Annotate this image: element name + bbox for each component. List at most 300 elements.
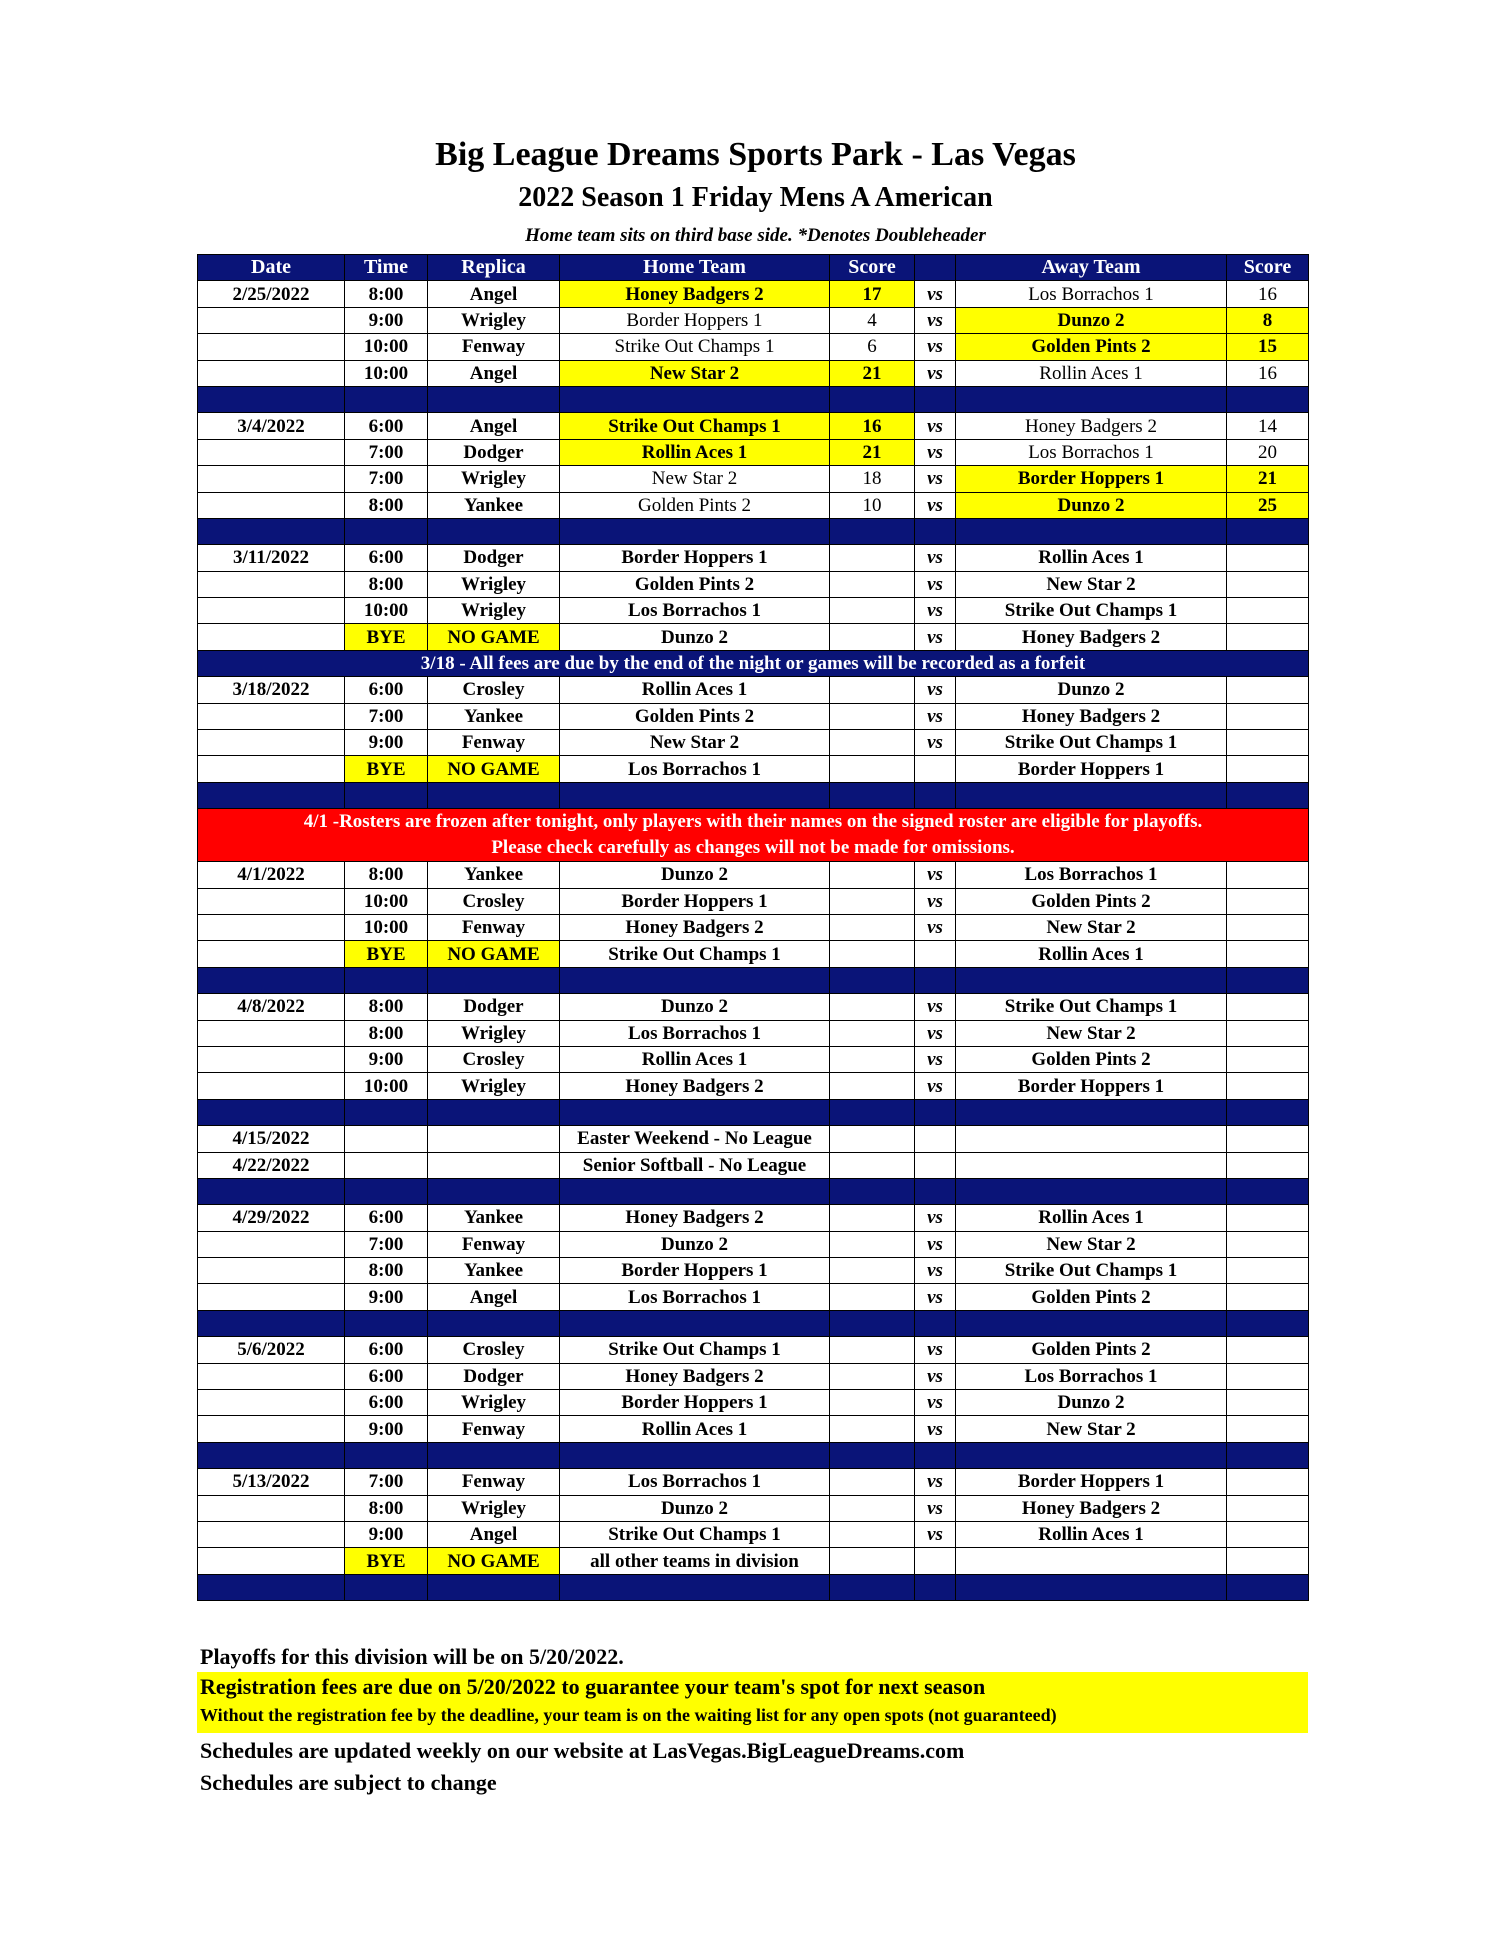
away-team-cell: Rollin Aces 1 bbox=[956, 545, 1227, 571]
away-score-cell: 20 bbox=[1227, 439, 1309, 465]
separator-cell bbox=[198, 1310, 345, 1336]
separator-cell bbox=[1227, 967, 1309, 993]
replica-cell: Wrigley bbox=[428, 598, 560, 624]
separator-cell bbox=[345, 1574, 428, 1600]
away-team-cell: Los Borrachos 1 bbox=[956, 1363, 1227, 1389]
date-cell bbox=[198, 914, 345, 940]
away-score-cell bbox=[1227, 1126, 1309, 1152]
separator-cell bbox=[915, 1099, 956, 1125]
separator-cell bbox=[428, 1574, 560, 1600]
away-team-cell bbox=[956, 1152, 1227, 1178]
home-team-cell: Dunzo 2 bbox=[560, 994, 830, 1020]
time-cell: 7:00 bbox=[345, 466, 428, 492]
replica-cell: NO GAME bbox=[428, 624, 560, 650]
home-team-cell: Rollin Aces 1 bbox=[560, 1416, 830, 1442]
away-team-cell: Dunzo 2 bbox=[956, 1390, 1227, 1416]
away-team-cell: Border Hoppers 1 bbox=[956, 466, 1227, 492]
home-team-cell: Honey Badgers 2 bbox=[560, 281, 830, 307]
time-cell: 10:00 bbox=[345, 1073, 428, 1099]
waiting-list-note: Without the registration fee by the deadline, your team is on the waiting list for any open spots (not guaranteed) bbox=[200, 1705, 1057, 1725]
home-score-cell bbox=[830, 1231, 915, 1257]
away-team-cell: New Star 2 bbox=[956, 571, 1227, 597]
home-score-cell bbox=[830, 1020, 915, 1046]
time-cell: BYE bbox=[345, 756, 428, 782]
replica-cell: NO GAME bbox=[428, 1548, 560, 1574]
home-team-cell: Strike Out Champs 1 bbox=[560, 413, 830, 439]
date-cell bbox=[198, 439, 345, 465]
vs-cell: vs bbox=[915, 914, 956, 940]
home-team-cell: Easter Weekend - No League bbox=[560, 1126, 830, 1152]
away-score-cell bbox=[1227, 1020, 1309, 1046]
home-score-cell: 10 bbox=[830, 492, 915, 518]
vs-cell bbox=[915, 756, 956, 782]
date-cell bbox=[198, 1521, 345, 1547]
time-cell: 8:00 bbox=[345, 1020, 428, 1046]
home-score-cell bbox=[830, 1073, 915, 1099]
col-header-away-team: Away Team bbox=[956, 255, 1227, 281]
away-team-cell: Rollin Aces 1 bbox=[956, 1205, 1227, 1231]
vs-cell: vs bbox=[915, 1258, 956, 1284]
away-team-cell: Golden Pints 2 bbox=[956, 1046, 1227, 1072]
schedule-table bbox=[197, 254, 1309, 1601]
separator-cell bbox=[428, 1310, 560, 1336]
home-score-cell bbox=[830, 1258, 915, 1284]
away-score-cell bbox=[1227, 888, 1309, 914]
vs-cell bbox=[915, 941, 956, 967]
separator-cell bbox=[915, 1442, 956, 1468]
vs-cell: vs bbox=[915, 994, 956, 1020]
time-cell bbox=[345, 1126, 428, 1152]
separator-cell bbox=[956, 782, 1227, 808]
vs-cell bbox=[915, 1548, 956, 1574]
replica-cell: Crosley bbox=[428, 677, 560, 703]
time-cell: 6:00 bbox=[345, 545, 428, 571]
away-team-cell: Golden Pints 2 bbox=[956, 334, 1227, 360]
home-score-cell bbox=[830, 598, 915, 624]
separator-cell bbox=[198, 1178, 345, 1204]
vs-cell: vs bbox=[915, 1363, 956, 1389]
separator-cell bbox=[1227, 1310, 1309, 1336]
col-header-home-score: Score bbox=[830, 255, 915, 281]
replica-cell: NO GAME bbox=[428, 941, 560, 967]
replica-cell: Dodger bbox=[428, 994, 560, 1020]
date-cell bbox=[198, 1363, 345, 1389]
time-cell: 7:00 bbox=[345, 439, 428, 465]
vs-cell: vs bbox=[915, 1231, 956, 1257]
vs-cell: vs bbox=[915, 1521, 956, 1547]
separator-cell bbox=[198, 1442, 345, 1468]
time-cell: 7:00 bbox=[345, 703, 428, 729]
away-team-cell: New Star 2 bbox=[956, 1231, 1227, 1257]
game-row bbox=[198, 1337, 1309, 1363]
separator-cell bbox=[428, 1442, 560, 1468]
col-header-date: Date bbox=[198, 255, 345, 281]
replica-cell: Fenway bbox=[428, 730, 560, 756]
home-team-cell: Dunzo 2 bbox=[560, 862, 830, 888]
away-score-cell bbox=[1227, 994, 1309, 1020]
away-team-cell: Los Borrachos 1 bbox=[956, 281, 1227, 307]
game-row bbox=[198, 1416, 1309, 1442]
home-team-cell: Honey Badgers 2 bbox=[560, 1073, 830, 1099]
vs-cell: vs bbox=[915, 862, 956, 888]
separator-cell bbox=[1227, 1099, 1309, 1125]
home-team-cell: Rollin Aces 1 bbox=[560, 677, 830, 703]
time-cell: 10:00 bbox=[345, 888, 428, 914]
vs-cell: vs bbox=[915, 492, 956, 518]
separator-cell bbox=[345, 967, 428, 993]
game-row bbox=[198, 1046, 1309, 1072]
replica-cell: Wrigley bbox=[428, 1020, 560, 1046]
vs-cell bbox=[915, 1152, 956, 1178]
vs-cell: vs bbox=[915, 1337, 956, 1363]
time-cell: 9:00 bbox=[345, 307, 428, 333]
col-header-replica: Replica bbox=[428, 255, 560, 281]
date-cell bbox=[198, 1020, 345, 1046]
away-team-cell: Dunzo 2 bbox=[956, 677, 1227, 703]
replica-cell: NO GAME bbox=[428, 756, 560, 782]
away-score-cell: 25 bbox=[1227, 492, 1309, 518]
vs-cell: vs bbox=[915, 1073, 956, 1099]
header-note: Home team sits on third base side. *Denotes Doubleheader bbox=[525, 225, 986, 246]
vs-cell: vs bbox=[915, 703, 956, 729]
date-cell bbox=[198, 492, 345, 518]
game-row bbox=[198, 281, 1309, 307]
home-team-cell: Golden Pints 2 bbox=[560, 703, 830, 729]
home-team-cell: Border Hoppers 1 bbox=[560, 888, 830, 914]
separator-cell bbox=[956, 1310, 1227, 1336]
away-score-cell bbox=[1227, 571, 1309, 597]
replica-cell: Yankee bbox=[428, 1258, 560, 1284]
time-cell: BYE bbox=[345, 624, 428, 650]
away-score-cell bbox=[1227, 1231, 1309, 1257]
separator-cell bbox=[830, 1099, 915, 1125]
page-subtitle: 2022 Season 1 Friday Mens A American bbox=[518, 182, 993, 213]
home-score-cell bbox=[830, 1046, 915, 1072]
home-score-cell bbox=[830, 1390, 915, 1416]
away-team-cell: Honey Badgers 2 bbox=[956, 1495, 1227, 1521]
away-score-cell bbox=[1227, 1337, 1309, 1363]
separator-cell bbox=[915, 967, 956, 993]
home-score-cell bbox=[830, 1152, 915, 1178]
time-cell: 6:00 bbox=[345, 677, 428, 703]
game-row bbox=[198, 624, 1309, 650]
game-row bbox=[198, 598, 1309, 624]
separator-cell bbox=[198, 967, 345, 993]
home-score-cell bbox=[830, 1469, 915, 1495]
home-team-cell: Dunzo 2 bbox=[560, 624, 830, 650]
home-team-cell: Honey Badgers 2 bbox=[560, 1363, 830, 1389]
away-score-cell bbox=[1227, 1521, 1309, 1547]
replica-cell: Yankee bbox=[428, 703, 560, 729]
home-score-cell bbox=[830, 1284, 915, 1310]
away-team-cell: Honey Badgers 2 bbox=[956, 624, 1227, 650]
time-cell: 8:00 bbox=[345, 862, 428, 888]
separator-cell bbox=[560, 1310, 830, 1336]
replica-cell: Wrigley bbox=[428, 1073, 560, 1099]
home-score-cell bbox=[830, 1548, 915, 1574]
home-team-cell: Los Borrachos 1 bbox=[560, 1469, 830, 1495]
away-team-cell: Rollin Aces 1 bbox=[956, 1521, 1227, 1547]
time-cell: BYE bbox=[345, 1548, 428, 1574]
home-score-cell: 6 bbox=[830, 334, 915, 360]
game-row bbox=[198, 1020, 1309, 1046]
website-note: Schedules are updated weekly on our website at LasVegas.BigLeagueDreams.com bbox=[200, 1738, 965, 1763]
time-cell: 6:00 bbox=[345, 1390, 428, 1416]
home-team-cell: Strike Out Champs 1 bbox=[560, 941, 830, 967]
roster-alert bbox=[198, 809, 1309, 862]
roster-alert-line-2: Please check carefully as changes will not be made for omissions. bbox=[491, 837, 1015, 859]
separator-cell bbox=[198, 1099, 345, 1125]
date-cell bbox=[198, 1046, 345, 1072]
replica-cell: Angel bbox=[428, 360, 560, 386]
home-score-cell bbox=[830, 1495, 915, 1521]
home-score-cell bbox=[830, 703, 915, 729]
vs-cell: vs bbox=[915, 466, 956, 492]
separator-cell bbox=[560, 1178, 830, 1204]
date-cell bbox=[198, 360, 345, 386]
away-team-cell: Los Borrachos 1 bbox=[956, 439, 1227, 465]
time-cell: 10:00 bbox=[345, 334, 428, 360]
game-row bbox=[198, 466, 1309, 492]
away-score-cell bbox=[1227, 1258, 1309, 1284]
date-cell bbox=[198, 703, 345, 729]
away-team-cell: Border Hoppers 1 bbox=[956, 1073, 1227, 1099]
separator-row bbox=[198, 386, 1309, 412]
separator-cell bbox=[830, 1442, 915, 1468]
separator-cell bbox=[345, 518, 428, 544]
date-cell bbox=[198, 598, 345, 624]
date-cell bbox=[198, 307, 345, 333]
vs-cell: vs bbox=[915, 1390, 956, 1416]
separator-cell bbox=[560, 386, 830, 412]
separator-cell bbox=[198, 1574, 345, 1600]
away-score-cell bbox=[1227, 914, 1309, 940]
replica-cell: Wrigley bbox=[428, 466, 560, 492]
time-cell bbox=[345, 1152, 428, 1178]
game-row bbox=[198, 677, 1309, 703]
game-row bbox=[198, 571, 1309, 597]
away-team-cell: Border Hoppers 1 bbox=[956, 756, 1227, 782]
away-score-cell bbox=[1227, 598, 1309, 624]
away-score-cell bbox=[1227, 677, 1309, 703]
separator-cell bbox=[1227, 518, 1309, 544]
game-row bbox=[198, 1363, 1309, 1389]
time-cell: 9:00 bbox=[345, 1046, 428, 1072]
time-cell: 8:00 bbox=[345, 994, 428, 1020]
registration-note: Registration fees are due on 5/20/2022 to guarantee your team's spot for next season bbox=[200, 1674, 986, 1699]
game-row bbox=[198, 545, 1309, 571]
home-score-cell bbox=[830, 914, 915, 940]
away-team-cell: Golden Pints 2 bbox=[956, 888, 1227, 914]
time-cell: 8:00 bbox=[345, 281, 428, 307]
vs-cell: vs bbox=[915, 360, 956, 386]
notice-row bbox=[198, 650, 1309, 676]
game-row bbox=[198, 1495, 1309, 1521]
away-team-cell: New Star 2 bbox=[956, 914, 1227, 940]
away-score-cell: 14 bbox=[1227, 413, 1309, 439]
game-row bbox=[198, 730, 1309, 756]
date-cell bbox=[198, 1548, 345, 1574]
date-cell bbox=[198, 571, 345, 597]
home-team-cell: Strike Out Champs 1 bbox=[560, 334, 830, 360]
away-team-cell: New Star 2 bbox=[956, 1416, 1227, 1442]
away-team-cell: Golden Pints 2 bbox=[956, 1284, 1227, 1310]
replica-cell: Wrigley bbox=[428, 307, 560, 333]
home-score-cell bbox=[830, 1363, 915, 1389]
home-team-cell: Honey Badgers 2 bbox=[560, 1205, 830, 1231]
home-team-cell: Border Hoppers 1 bbox=[560, 545, 830, 571]
separator-cell bbox=[830, 967, 915, 993]
time-cell: 9:00 bbox=[345, 730, 428, 756]
home-score-cell bbox=[830, 888, 915, 914]
home-score-cell bbox=[830, 1337, 915, 1363]
game-row bbox=[198, 492, 1309, 518]
away-team-cell: Golden Pints 2 bbox=[956, 1337, 1227, 1363]
time-cell: 10:00 bbox=[345, 598, 428, 624]
away-score-cell bbox=[1227, 1416, 1309, 1442]
replica-cell: Angel bbox=[428, 413, 560, 439]
separator-cell bbox=[198, 782, 345, 808]
replica-cell: Angel bbox=[428, 281, 560, 307]
time-cell: 6:00 bbox=[345, 1205, 428, 1231]
date-cell bbox=[198, 334, 345, 360]
home-score-cell bbox=[830, 1126, 915, 1152]
separator-row bbox=[198, 1310, 1309, 1336]
separator-cell bbox=[560, 782, 830, 808]
date-cell bbox=[198, 730, 345, 756]
separator-row bbox=[198, 1574, 1309, 1600]
away-team-cell: Strike Out Champs 1 bbox=[956, 598, 1227, 624]
replica-cell: Yankee bbox=[428, 492, 560, 518]
away-team-cell: Border Hoppers 1 bbox=[956, 1469, 1227, 1495]
game-row bbox=[198, 756, 1309, 782]
vs-cell: vs bbox=[915, 677, 956, 703]
time-cell: 10:00 bbox=[345, 914, 428, 940]
separator-cell bbox=[560, 1442, 830, 1468]
date-cell bbox=[198, 1231, 345, 1257]
vs-cell: vs bbox=[915, 1284, 956, 1310]
vs-cell: vs bbox=[915, 439, 956, 465]
separator-cell bbox=[198, 518, 345, 544]
away-score-cell bbox=[1227, 1205, 1309, 1231]
vs-cell: vs bbox=[915, 624, 956, 650]
replica-cell: Fenway bbox=[428, 1416, 560, 1442]
col-header-away-score: Score bbox=[1227, 255, 1309, 281]
replica-cell: Angel bbox=[428, 1284, 560, 1310]
separator-cell bbox=[345, 782, 428, 808]
home-score-cell bbox=[830, 756, 915, 782]
replica-cell: Crosley bbox=[428, 888, 560, 914]
vs-cell: vs bbox=[915, 571, 956, 597]
vs-cell: vs bbox=[915, 598, 956, 624]
separator-cell bbox=[830, 1178, 915, 1204]
game-row bbox=[198, 1548, 1309, 1574]
game-row bbox=[198, 888, 1309, 914]
vs-cell: vs bbox=[915, 1469, 956, 1495]
separator-cell bbox=[956, 386, 1227, 412]
game-row bbox=[198, 439, 1309, 465]
time-cell: 8:00 bbox=[345, 492, 428, 518]
date-cell bbox=[198, 888, 345, 914]
replica-cell bbox=[428, 1126, 560, 1152]
col-header-time: Time bbox=[345, 255, 428, 281]
away-score-cell bbox=[1227, 862, 1309, 888]
away-score-cell bbox=[1227, 756, 1309, 782]
away-score-cell bbox=[1227, 730, 1309, 756]
home-team-cell: all other teams in division bbox=[560, 1548, 830, 1574]
home-team-cell: Border Hoppers 1 bbox=[560, 1390, 830, 1416]
vs-cell: vs bbox=[915, 1046, 956, 1072]
game-row bbox=[198, 1469, 1309, 1495]
home-team-cell: Border Hoppers 1 bbox=[560, 307, 830, 333]
home-team-cell: Los Borrachos 1 bbox=[560, 756, 830, 782]
time-cell: 8:00 bbox=[345, 1495, 428, 1521]
date-cell bbox=[198, 466, 345, 492]
separator-row bbox=[198, 1099, 1309, 1125]
replica-cell: Wrigley bbox=[428, 1495, 560, 1521]
away-team-cell bbox=[956, 1126, 1227, 1152]
separator-row bbox=[198, 1442, 1309, 1468]
fee-notice: 3/18 - All fees are due by the end of the night or games will be recorded as a forfeit bbox=[198, 650, 1309, 676]
away-score-cell bbox=[1227, 1363, 1309, 1389]
time-cell: 9:00 bbox=[345, 1416, 428, 1442]
date-cell bbox=[198, 1390, 345, 1416]
separator-cell bbox=[1227, 1178, 1309, 1204]
home-team-cell: New Star 2 bbox=[560, 730, 830, 756]
col-header-home-team: Home Team bbox=[560, 255, 830, 281]
separator-row bbox=[198, 782, 1309, 808]
separator-cell bbox=[956, 1574, 1227, 1600]
date-cell: 5/6/2022 bbox=[198, 1337, 345, 1363]
replica-cell: Crosley bbox=[428, 1337, 560, 1363]
separator-cell bbox=[428, 518, 560, 544]
away-score-cell bbox=[1227, 1469, 1309, 1495]
separator-cell bbox=[915, 1310, 956, 1336]
home-score-cell bbox=[830, 1205, 915, 1231]
separator-cell bbox=[1227, 1442, 1309, 1468]
time-cell: 8:00 bbox=[345, 1258, 428, 1284]
away-team-cell: New Star 2 bbox=[956, 1020, 1227, 1046]
game-row bbox=[198, 1126, 1309, 1152]
home-score-cell: 16 bbox=[830, 413, 915, 439]
home-score-cell bbox=[830, 1416, 915, 1442]
away-team-cell: Dunzo 2 bbox=[956, 307, 1227, 333]
replica-cell: Dodger bbox=[428, 545, 560, 571]
separator-cell bbox=[956, 967, 1227, 993]
separator-cell bbox=[915, 386, 956, 412]
game-row bbox=[198, 1205, 1309, 1231]
home-score-cell bbox=[830, 994, 915, 1020]
away-team-cell: Strike Out Champs 1 bbox=[956, 730, 1227, 756]
date-cell: 4/8/2022 bbox=[198, 994, 345, 1020]
replica-cell: Yankee bbox=[428, 1205, 560, 1231]
away-team-cell bbox=[956, 1548, 1227, 1574]
separator-cell bbox=[830, 386, 915, 412]
time-cell: 6:00 bbox=[345, 1363, 428, 1389]
separator-cell bbox=[1227, 386, 1309, 412]
away-score-cell bbox=[1227, 624, 1309, 650]
time-cell: 7:00 bbox=[345, 1231, 428, 1257]
home-team-cell: Dunzo 2 bbox=[560, 1231, 830, 1257]
separator-cell bbox=[560, 1099, 830, 1125]
away-score-cell bbox=[1227, 1495, 1309, 1521]
game-row bbox=[198, 914, 1309, 940]
home-score-cell bbox=[830, 545, 915, 571]
separator-cell bbox=[198, 386, 345, 412]
home-score-cell bbox=[830, 862, 915, 888]
vs-cell: vs bbox=[915, 1495, 956, 1521]
home-team-cell: Golden Pints 2 bbox=[560, 571, 830, 597]
